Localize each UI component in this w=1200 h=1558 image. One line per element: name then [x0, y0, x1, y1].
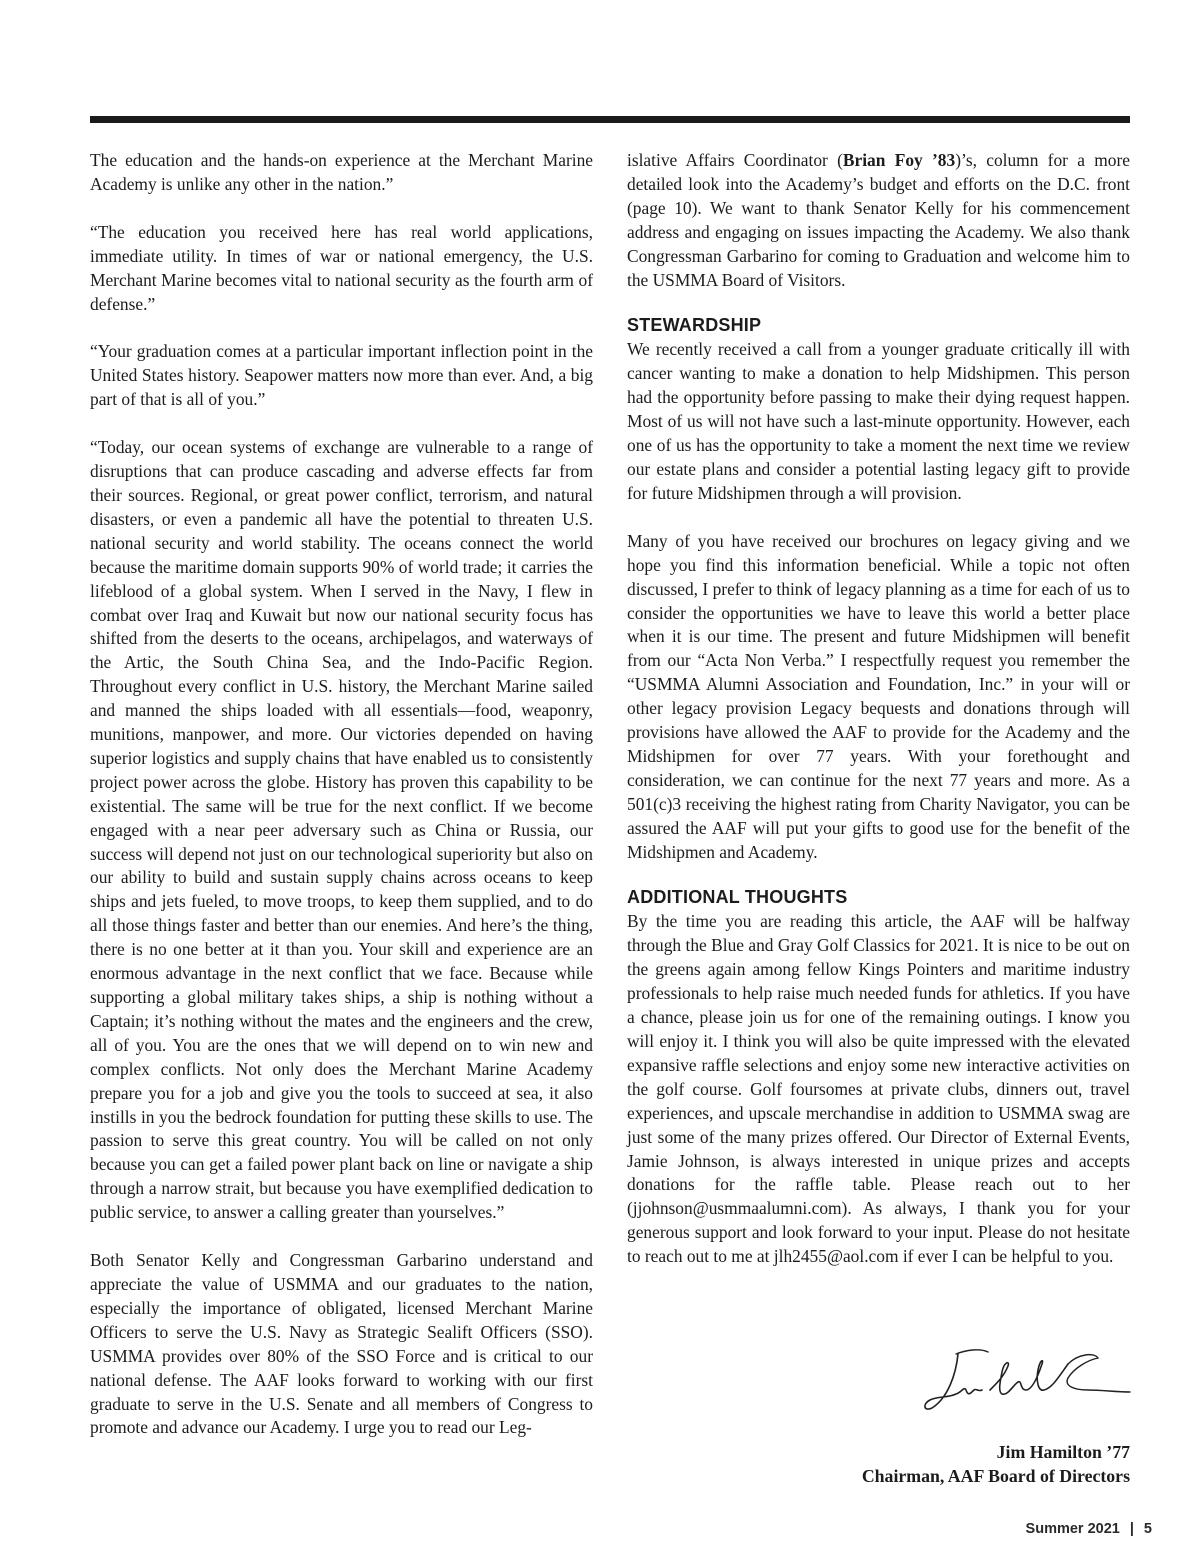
- name-highlight: Brian Foy ’83: [842, 150, 956, 170]
- paragraph: By the time you are reading this article, the AAF will be halfway through the Blue and Gray Golf Classics for 2021. It is nice to be out on the greens again among fellow Kings Pointers and maritime industry professionals to help raise much needed funds for athletics. If you have a chance, please join us for one of the remaining outings. I know you will enjoy it. I think you will also be quite impressed with the elevated expansive raffle selections and enjoy some new interactive activities on the golf course. Golf foursomes at private clubs, dinners out, travel experiences, and upscale merchandise in addition to USMMA swag are just some of the many prizes offered. Our Director of External Events, Jamie Johnson, is always interested in unique prizes and accepts donations for the raffle table. Please reach out to her (jjohnson@usmmaalumni.com). As always, I thank you for your generous support and look forward to your input. Please do not hesitate to reach out to me at jlh2455@aol.com if ever I can be helpful to you.: [627, 911, 1130, 1267]
- paragraph: “The education you received here has real world applications, immediate utility. In times of war or national emergency, the U.S. Merchant Marine becomes vital to national security as the fourth arm of defense.”: [90, 221, 593, 314]
- page-footer: [1026, 1521, 1152, 1537]
- paragraph: The education and the hands-on experience at the Merchant Marine Academy is unlike any other in the nation.”: [90, 150, 593, 194]
- footer-separator: |: [1129, 1521, 1134, 1537]
- author-title: Chairman, AAF Board of Directors: [861, 1466, 1130, 1486]
- paragraph: Many of you have received our brochures on legacy giving and we hope you find this information beneficial. While a topic not often discussed, I prefer to think of legacy planning as a time for each of us to consider the opportunities we have to leave this world a better place when it is our time. The present and future Midshipmen will benefit from our “Acta Non Verba.” I respectfully request you remember the “USMMA Alumni Association and Foundation, Inc.” in your will or other legacy provision Legacy bequests and donations through will provisions have allowed the AAF to provide for the Academy and the Midshipmen for over 77 years. With your forethought and consideration, we can continue for the next 77 years and more. As a 501(c)3 receiving the highest rating from Charity Navigator, you can be assured the AAF will put your gifts to good use for the benefit of the Midshipmen and Academy.: [627, 530, 1130, 862]
- section-heading-additional-thoughts: ADDITIONAL THOUGHTS: [627, 887, 848, 908]
- paragraph: We recently received a call from a younger graduate critically ill with cancer wanting to make a donation to help Midshipmen. This person had the opportunity before passing to make their dying request happen. Most of us will not have such a last-minute opportunity. However, each one of us has the opportunity to take a moment the next time we review our estate plans and consider a potential lasting legacy gift to provide for future Midshipmen through a will provision.: [627, 339, 1130, 503]
- author-name: Jim Hamilton ’77: [996, 1442, 1130, 1462]
- paragraph-text: islative Affairs Coordinator (: [627, 150, 843, 170]
- paragraph-text: )’s, column for a more detailed look into the Academy’s budget and efforts on the D.C. front (page 10). We want to thank Senator Kelly for his commencement address and engaging on issues impacting the Academy. We also thank Congressman Garbarino for coming to Graduation and welcome him to the USMMA Board of Visitors.: [627, 150, 1130, 290]
- paragraph: [627, 149, 1130, 292]
- signature-block: [862, 1440, 1130, 1488]
- paragraph: “Your graduation comes at a particular important inflection point in the United States history. Seapower matters now more than ever. And, a big part of that is all of you.”: [90, 341, 593, 410]
- page-number: 5: [1143, 1521, 1152, 1537]
- top-rule: [90, 116, 1130, 123]
- right-column: [627, 149, 1130, 1293]
- issue-label: Summer 2021: [1025, 1521, 1120, 1537]
- section-heading-stewardship: STEWARDSHIP: [627, 315, 762, 336]
- signature-image: [918, 1346, 1133, 1426]
- paragraph: “Today, our ocean systems of exchange are vulnerable to a range of disruptions that can produce cascading and adverse effects far from their sources. Regional, or great power conflict, terrorism, and natural disasters, or even a pandemic all have the potential to threaten U.S. national security and world stability. The oceans connect the world because the maritime domain supports 90% of world trade; it carries the lifeblood of a global system. When I served in the Navy, I flew in combat over Iraq and Kuwait but now our national security focus has shifted from the deserts to the oceans, archipelagos, and waterways of the Artic, the South China Sea, and the Indo-Pacific Region. Throughout every conflict in U.S. history, the Merchant Marine sailed and manned the ships loaded with all essentials—food, weaponry, munitions, manpower, and more. Our victories depended on having superior logistics and supply chains that have enabled us to consistently project power across the globe. History has proven this capability to be existential. The same will be true for the next conflict. If we become engaged with a near peer adversary such as China or Russia, our success will depend not just on our technological superiority but also on our ability to build and sustain supply chains across oceans to keep ships and jets fueled, to move troops, to keep them supplied, and to do all those things faster and better than our enemies. And here’s the thing, there is no one better at it than you. Your skill and experience are an enormous advantage in the next conflict that we face. Because while supporting a global military takes ships, a ship is nothing without a Captain; it’s nothing without the mates and the engineers and the crew, all of you. You are the ones that we will depend on to win new and complex conflicts. Not only does the Merchant Marine Academy prepare you for a job and give you the tools to succeed at sea, it also instills in you the bedrock foundation for putting these skills to use. The passion to serve this great country. You will be called on not only because you can get a failed power plant back on line or navigate a ship through a narrow strait, but because you have exemplified dedication to public service, to answer a calling greater than yourselves.”: [90, 437, 593, 1223]
- paragraph: Both Senator Kelly and Congressman Garbarino understand and appreciate the value of USMMA and our graduates to the nation, especially the importance of obligated, licensed Merchant Marine Officers to serve the U.S. Navy as Strategic Sealift Officers (SSO). USMMA provides over 80% of the SSO Force and is critical to our national defense. The AAF looks forward to working with our first graduate to serve in the U.S. Senate and all members of Congress to promote and advance our Academy. I urge you to read our Leg-: [90, 1250, 593, 1438]
- left-column: [90, 149, 593, 1464]
